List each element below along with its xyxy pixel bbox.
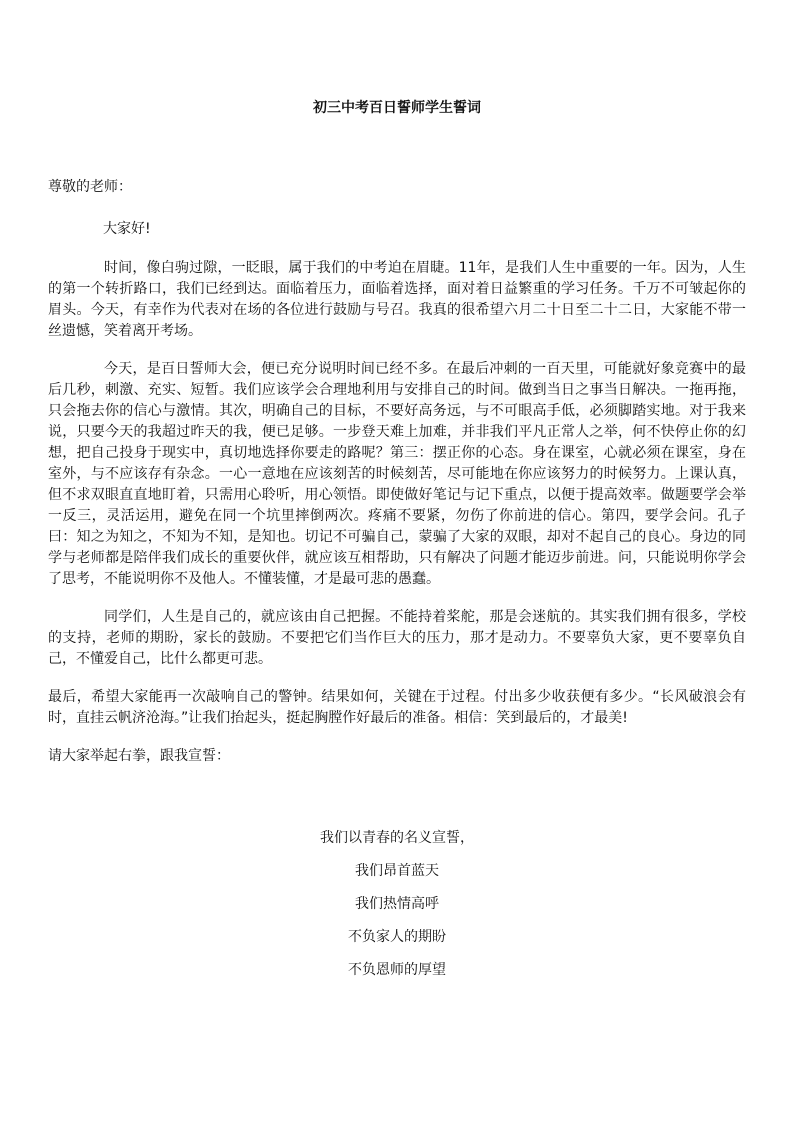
paragraph-1: 时间，像白驹过隙，一眨眼，属于我们的中考迫在眉睫。11年，是我们人生中重要的一年。因为，人生的第一个转折路口，我们已经到达。面临着压力，面临着选择，面对着日益繁重的学习任务。千万不可皱起你的眉头。今天，有幸作为代表对在场的各位进行鼓励与号召。我真的很希望六月二十日至二十二日，大家能不带一丝遗憾，笑着离开考场。 [48,260,746,339]
closing-paragraph: 最后，希望大家能再一次敲响自己的警钟。结果如何，关键在于过程。付出多少收获便有多少。“长风破浪会有时，直挂云帆济沧海。”让我们抬起头，挺起胸膛作好最后的准备。相信：笑到最后的，才最美! [48,689,746,726]
oath-line-1: 我们以青春的名义宣誓， [320,830,474,846]
salutation: 尊敬的老师： [48,179,132,195]
paragraph-2: 今天，是百日誓师大会，便已充分说明时间已经不多。在最后冲刺的一百天里，可能就好象竞赛中的最后几秒，刺激、充实、短暂。我们应该学会合理地利用与安排自己的时间。做到当日之事当日解决。一拖再拖，只会拖去你的信心与激情。其次，明确自己的目标，不要好高务远，与不可眼高手低，必须脚踏实地。对于我来说，只要今天的我超过昨天的我，便已足够。一步登天难上加难，并非我们平凡正常人之举，何不快停止你的幻想，把自己投身于现实中，真切地选择你要走的路呢？第三：摆正你的心态。身在课室，心就必须在课室，身在室外，与不应该存有杂念。一心一意地在应该刻苦的时候刻苦，尽可能地在你应该努力的时候努力。上课认真，但不求双眼直直地盯着，只需用心聆听，用心领悟。即使做好笔记与记下重点，以便于提高效率。做题要学会举一反三，灵活运用，避免在同一个坑里摔倒两次。疼痛不要紧，勿伤了你前进的信心。第四，要学会问。孔子曰：知之为知之，不知为不知，是知也。切记不可骗自己，蒙骗了大家的双眼，却对不起自己的良心。身边的同学与老师都是陪伴我们成长的重要伙伴，就应该互相帮助，只有解决了问题才能迈步前进。问，只能说明你学会了思考，不能说明你不及他人。不懂装懂，才是最可悲的愚蠢。 [48,361,746,587]
body-text [48,258,746,784]
oath-line-5: 不负恩师的厚望 [348,962,446,978]
greeting: 大家好! [103,221,151,237]
paragraph-3: 同学们，人生是自己的，就应该由自己把握。不能持着桨舵，那是会迷航的。其实我们拥有很多，学校的支持，老师的期盼，家长的鼓励。不要把它们当作巨大的压力，那才是动力。不要辜负大家，更不要辜负自己，不懂爱自己，比什么都更可悲。 [48,609,746,667]
oath-line-4: 不负家人的期盼 [348,929,446,945]
oath-line-2: 我们昂首蓝天 [355,863,439,879]
oath-lines [0,828,794,993]
oath-intro: 请大家举起右拳，跟我宣誓： [48,748,230,764]
document-title: 初三中考百日誓师学生誓词 [313,100,481,116]
oath-line-3: 我们热情高呼 [355,896,439,912]
